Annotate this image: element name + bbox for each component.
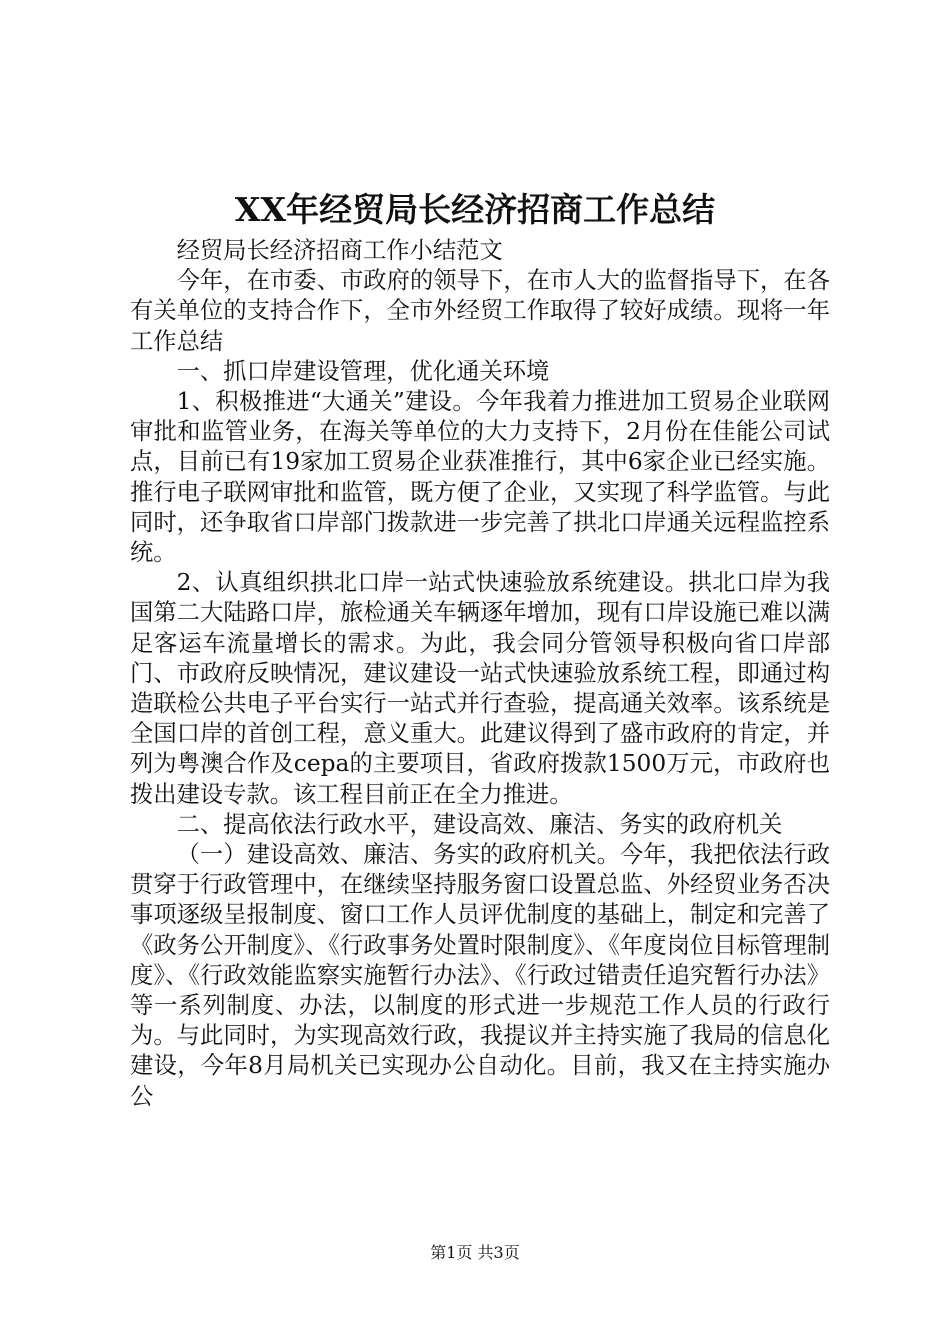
paragraph-subtitle: 经贸局长经济招商工作小结范文: [176, 237, 503, 264]
section-heading-2: 二、提高依法行政水平，建设高效、廉洁、务实的政府机关: [176, 810, 783, 838]
paragraph-subsection-1: （一）建设高效、廉洁、务实的政府机关。今年，我把依法行政贯穿于行政管理中，在继续坚持服务窗口设置总监、外经贸业务否决事项逐级呈报制度、窗口工作人员评优制度的基础上，制定和完善了《政务公开制度》、《行政事务处置时限制度》、《年度岗位目标管理制度》、《行政效能监察实施暂行办法》、《行政过错责任追究暂行办法》等一系列制度、办法，以制度的形式进一步规范工作人员的行政行为。与此同时，为实现高效行政，我提议并主持实施了我局的信息化建设，今年8月局机关已实现办公自动化。目前，我又在主持实施办公: [130, 841, 830, 1110]
page-footer: 第1页 共3页: [430, 1243, 520, 1262]
document-body: [130, 236, 830, 1112]
paragraph-item-2: 2、认真组织拱北口岸一站式快速验放系统建设。拱北口岸为我国第二大陆路口岸，旅检通关车辆逐年增加，现有口岸设施已难以满足客运车流量增长的需求。为此，我会同分管领导积极向省口岸部门、市政府反映情况，建议建设一站式快速验放系统工程，即通过构造联检公共电子平台实行一站式并行查验，提高通关效率。该系统是全国口岸的首创工程，意义重大。此建议得到了盛市政府的肯定，并列为粤澳合作及cepa的主要项目，省政府拨款1500万元，市政府也拨出建设专款。该工程目前正在全力推进。: [130, 569, 830, 808]
paragraph-intro: 今年，在市委、市政府的领导下，在市人大的监督指导下，在各有关单位的支持合作下，全市外经贸工作取得了较好成绩。现将一年工作总结: [130, 267, 830, 355]
paragraph-item-1: 1、积极推进“大通关”建设。今年我着力推进加工贸易企业联网审批和监管业务，在海关等单位的大力支持下，2月份在佳能公司试点，目前已有19家加工贸易企业获准推行，其中6家企业已经实施。推行电子联网审批和监管，既方便了企业，又实现了科学监管。与此同时，还争取省口岸部门拨款进一步完善了拱北口岸通关远程监控系统。: [130, 388, 830, 567]
section-heading-1: 一、抓口岸建设管理，优化通关环境: [176, 357, 550, 385]
document-title: XX年经贸局长经济招商工作总结: [234, 190, 716, 229]
